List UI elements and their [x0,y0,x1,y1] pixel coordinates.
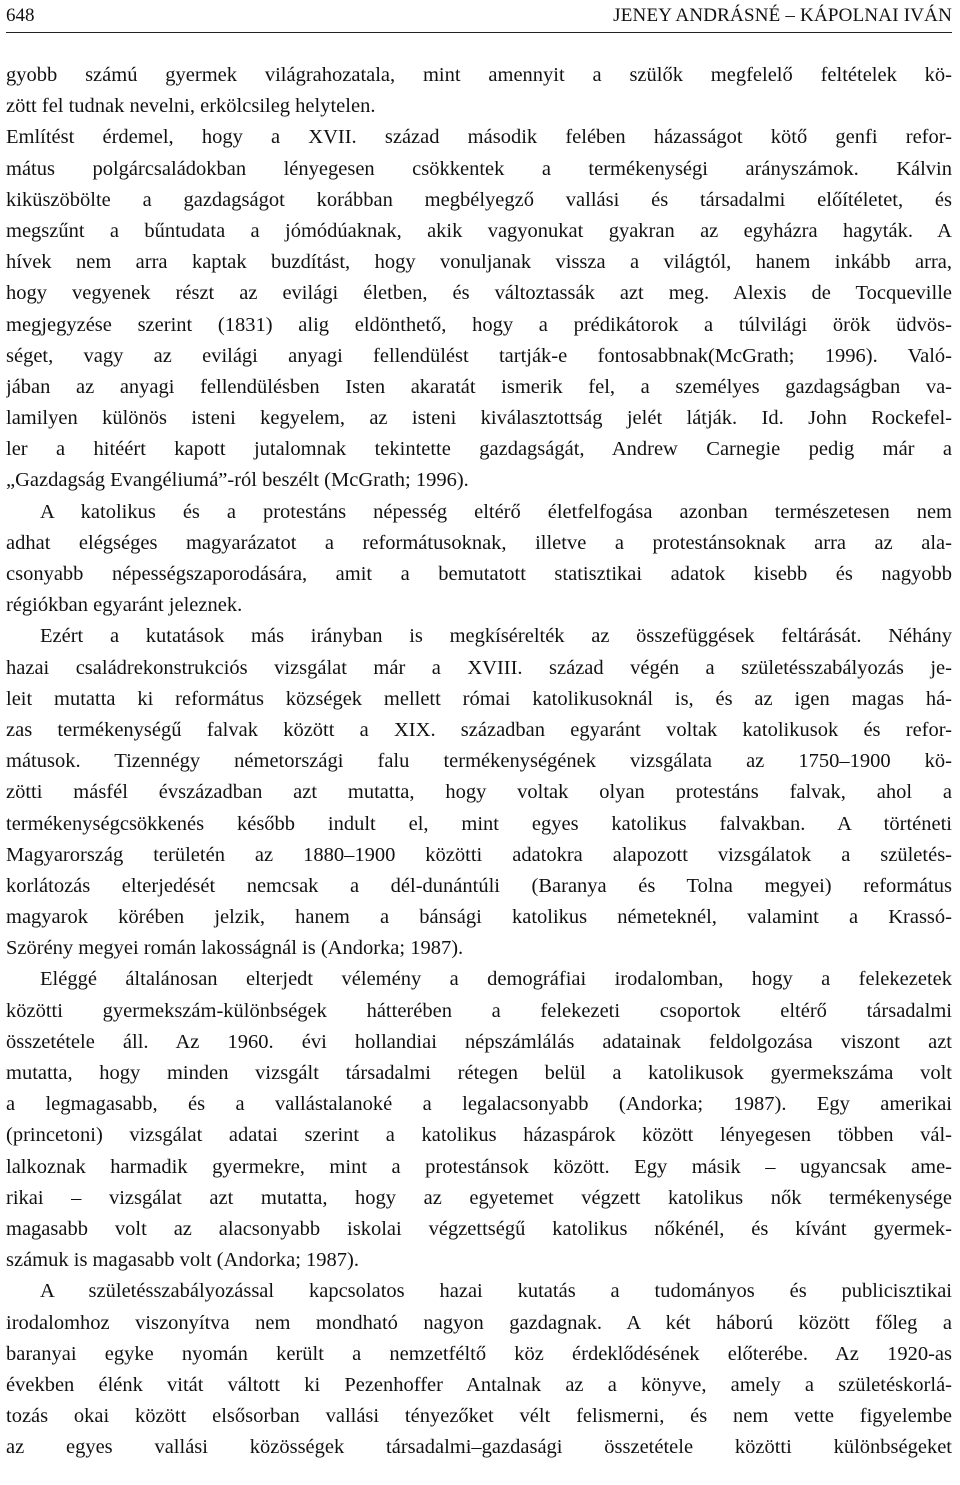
paragraph [6,122,952,496]
page-number: 648 [6,5,35,26]
text-line: zas termékenységű falvak között a XIX. században egyaránt voltak katolikusok és refor- [6,718,952,741]
text-line: séget, vagy az evilági anyagi fellendülést tartják-e fontosabbnak(McGrath; 1996). Való- [6,344,952,367]
text-line: Ezért a kutatások más irányban is megkísérelték az összefüggések feltárását. Néhány [40,625,952,648]
text-line: hogy vegyenek részt az evilági életben, és változtassák azt meg. Alexis de Tocqueville [6,282,952,305]
page-header [6,2,952,33]
text-line: termékenységcsökkenés később indult el, mint egyes katolikus falvakban. A történeti [6,812,952,835]
text-line: lamilyen különös isteni kegyelem, az isteni kiválasztottság jelét látják. Id. John Rockefel- [6,407,952,430]
text-line: A katolikus és a protestáns népesség eltérő életfelfogása azonban természetesen nem [40,500,952,523]
text-line: Szörény megyei román lakosságnál is (Andorka; 1987). [6,937,464,960]
text-line: tozás okai között elsősorban vallási tényezőket vélt felismerni, és nem vette figyelembe [6,1405,952,1428]
text-line: Magyarország területén az 1880–1900 közötti adatokra alapozott vizsgálatok a születés- [6,843,952,866]
text-line: jában az anyagi fellendülésben Isten akaratát ismerik fel, a személyes gazdagságban va- [6,375,952,398]
text-line: (princetoni) vizsgálat adatai szerint a katolikus házaspárok között lényegesen többen vál- [6,1124,952,1147]
text-line: megjegyzése szerint (1831) alig eldönthető, hogy a prédikátorok a túlvilági örök üdvös- [6,313,952,336]
text-line: zött fel tudnak nevelni, erkölcsileg helytelen. [6,95,376,118]
paragraph [6,1276,952,1463]
paragraph [6,964,952,1276]
text-line: kiküszöbölte a gazdagságot korábban megbélyegző vallási és társadalmi előítéletet, és [6,188,952,211]
text-line: számuk is magasabb volt (Andorka; 1987). [6,1249,359,1272]
text-line: magyarok körében jelzik, hanem a bánsági katolikus németeknél, valamint a Krassó- [6,906,952,929]
text-line: mátus polgárcsaládokban lényegesen csökkentek a termékenységi arányszámok. Kálvin [6,157,952,180]
text-line: lalkoznak harmadik gyermekre, mint a protestánsok között. Egy másik – ugyancsak ame- [6,1155,952,1178]
text-line: az egyes vallási közösségek társadalmi–gazdasági összetétele közötti különbségeket [6,1436,952,1459]
text-line: összetétele áll. Az 1960. évi hollandiai népszámlálás adatainak feldolgozása viszont azt [6,1030,952,1053]
text-line: magasabb volt az alacsonyabb iskolai végzettségű katolikus nőkénél, és kívánt gyermek- [6,1217,952,1240]
paragraph [6,621,952,964]
text-line: zötti másfél évszázadban azt mutatta, hogy voltak olyan protestáns falvak, ahol a [6,781,952,804]
text-line: „Gazdagság Evangéliumá”-ról beszélt (McGrath; 1996). [6,469,469,492]
text-line: években élénk vitát váltott ki Pezenhoffer Antalnak az a könyve, amely a születéskorlá- [6,1373,952,1396]
text-line: régiókban egyaránt jeleznek. [6,594,243,617]
text-line: korlátozás elterjedését nemcsak a dél-dunántúli (Baranya és Tolna megyei) református [6,874,952,897]
paragraph [6,60,952,122]
text-line: a legmagasabb, és a vallástalanoké a legalacsonyabb (Andorka; 1987). Egy amerikai [6,1093,952,1116]
text-line: gyobb számú gyermek világrahozatala, mint amennyit a szülők megfelelő feltételek kö- [6,64,952,86]
text-line: Eléggé általánosan elterjedt vélemény a demográfiai irodalomban, hogy a felekezetek [40,968,952,991]
text-line: megszűnt a bűntudata a jómódúaknak, akik vagyonukat gyakran az egyházra hagyták. A [6,219,952,242]
text-line: hívek nem arra kaptak buzdítást, hogy vonuljanak vissza a világtól, hanem inkább arra, [6,251,952,274]
text-line: leit mutatta ki református községek mellett római katolikusoknál is, és az igen magas há- [6,687,952,710]
text-line: A születésszabályozással kapcsolatos hazai kutatás a tudományos és publicisztikai [40,1280,952,1303]
text-line: mutatta, hogy minden vizsgált társadalmi rétegen belül a katolikusok gyermekszáma volt [6,1062,952,1084]
text-line: adhat elégséges magyarázatot a reformátusoknak, illetve a protestánsoknak arra az ala- [6,531,952,554]
text-line: ler a hitéért kapott jutalomnak tekintette gazdagságát, Andrew Carnegie pedig már a [6,438,952,461]
text-line: rikai – vizsgálat azt mutatta, hogy az egyetemet végzett katolikus nők termékenysége [6,1186,952,1209]
body-text [6,60,952,1463]
text-line: irodalomhoz viszonyítva nem mondható nagyon gazdagnak. A két háború között főleg a [6,1311,952,1334]
paragraph [6,497,952,622]
text-line: csonyabb népességszaporodására, amit a bemutatott statisztikai adatok kisebb és nagyobb [6,563,952,585]
text-line: Említést érdemel, hogy a XVII. század második felében házasságot kötő genfi refor- [6,126,952,149]
text-line: mátusok. Tizennégy németországi falu termékenységének vizsgálata az 1750–1900 kö- [6,750,952,773]
text-line: baranyai egyke nyomán került a nemzetféltő köz érdeklődésének előterébe. Az 1920-as [6,1342,952,1365]
text-line: közötti gyermekszám-különbségek hátterében a felekezeti csoportok eltérő társadalmi [6,999,952,1022]
running-title: JENEY ANDRÁSNÉ – KÁPOLNAI IVÁN [613,5,952,26]
text-line: hazai családrekonstrukciós vizsgálat már a XVIII. század végén a születésszabályozás je- [6,656,952,679]
